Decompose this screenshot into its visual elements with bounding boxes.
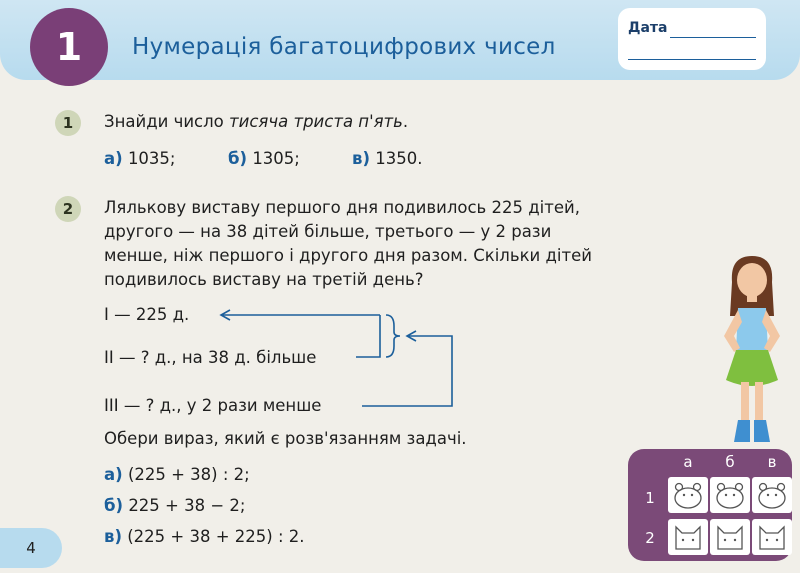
hippo-icon bbox=[668, 477, 708, 513]
scheme-row-3: ІІІ — ? д., у 2 рази менше bbox=[104, 396, 322, 415]
grid-row-2: 2 bbox=[645, 529, 655, 547]
scheme-arrow-line bbox=[362, 336, 452, 406]
task2-option-b[interactable] bbox=[104, 496, 246, 515]
grid-cell-cat[interactable] bbox=[668, 519, 708, 555]
task2-line-3: менше, ніж першого і другого дня разом. Скільки дітей bbox=[104, 246, 592, 265]
option-value: (225 + 38) : 2; bbox=[127, 465, 250, 484]
top bbox=[736, 308, 768, 352]
hippo-icon bbox=[752, 477, 792, 513]
task1-text-start: Знайди число bbox=[104, 112, 230, 131]
option-value: 1035; bbox=[127, 149, 176, 168]
option-label: б) bbox=[228, 149, 248, 168]
grid-column-a: а bbox=[683, 453, 693, 471]
cat-icon bbox=[710, 519, 750, 555]
task1-text-italic: тисяча триста п'ять bbox=[229, 112, 403, 131]
face bbox=[737, 263, 767, 297]
grid-column-c: в bbox=[767, 453, 777, 471]
right-boot bbox=[754, 420, 770, 442]
scheme-brace bbox=[386, 315, 400, 357]
option-value: 225 + 38 − 2; bbox=[128, 496, 246, 515]
hippo-icon bbox=[710, 477, 750, 513]
option-value: 1305; bbox=[252, 149, 300, 168]
task2-question: Обери вираз, який є розв'язанням задачі. bbox=[104, 429, 467, 448]
option-label: а) bbox=[104, 149, 123, 168]
task-number-2: 2 bbox=[55, 196, 81, 222]
neck bbox=[747, 294, 757, 302]
option-label: б) bbox=[104, 496, 124, 515]
task2-option-a[interactable] bbox=[104, 465, 250, 484]
task-number-1: 1 bbox=[55, 110, 81, 136]
right-leg bbox=[755, 382, 763, 422]
task2-line-1: Лялькову виставу першого дня подивилось 225 дітей, bbox=[104, 198, 580, 217]
lesson-number-badge: 1 bbox=[30, 8, 108, 86]
task1-text-end: . bbox=[402, 112, 409, 131]
page-number: 4 bbox=[0, 528, 62, 568]
scheme-connector bbox=[356, 315, 380, 357]
grid-cell-cat[interactable] bbox=[710, 519, 750, 555]
skirt bbox=[726, 350, 778, 386]
grid-cell-hippo[interactable] bbox=[752, 477, 792, 513]
task2-option-c[interactable] bbox=[104, 527, 305, 546]
option-value: (225 + 38 + 225) : 2. bbox=[127, 527, 305, 546]
grid-cell-cat[interactable] bbox=[752, 519, 792, 555]
cat-icon bbox=[752, 519, 792, 555]
task2-line-2: другого — на 38 дітей більше, третього — у 2 рази bbox=[104, 222, 552, 241]
page-title: Нумерація багатоцифрових чисел bbox=[132, 34, 556, 60]
option-label: в) bbox=[104, 527, 122, 546]
cat-icon bbox=[668, 519, 708, 555]
scheme-row-1: І — 225 д. bbox=[104, 305, 190, 324]
girl-illustration bbox=[712, 252, 792, 448]
date-label: Дата bbox=[628, 20, 668, 36]
task2-line-4: подивилось виставу на третій день? bbox=[104, 270, 424, 289]
grid-cell-hippo[interactable] bbox=[710, 477, 750, 513]
left-leg bbox=[741, 382, 749, 422]
left-boot bbox=[734, 420, 750, 442]
option-value: 1350. bbox=[375, 149, 423, 168]
grid-cell-hippo[interactable] bbox=[668, 477, 708, 513]
grid-row-1: 1 bbox=[645, 489, 655, 507]
scheme-row-2: ІІ — ? д., на 38 д. більше bbox=[104, 348, 317, 367]
answer-grid bbox=[628, 449, 792, 561]
option-label: в) bbox=[352, 149, 370, 168]
grid-column-b: б bbox=[725, 453, 735, 471]
option-label: а) bbox=[104, 465, 123, 484]
